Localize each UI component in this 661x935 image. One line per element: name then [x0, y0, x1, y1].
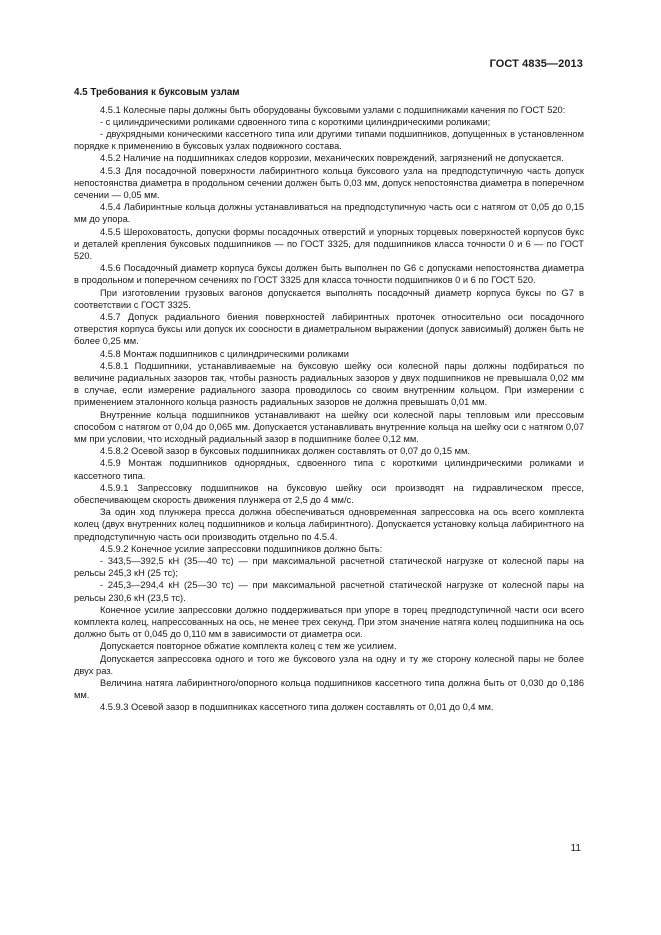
- paragraph: 4.5.3 Для посадочной поверхности лабиринтного кольца буксового узла на предподступичную часть допуск непостоянства диаметра в продольном сечении должен быть 0,03 мм, допуск непостоянства диаметра в поперечном сечении — 0,05 мм.: [74, 165, 584, 200]
- paragraph: - 343,5—392,5 кН (35—40 тс) — при максимальной расчетной статической нагрузке от колесной пары на рельсы 245,3 кН (25 тс);: [74, 556, 584, 579]
- paragraph: 4.5.8.1 Подшипники, устанавливаемые на буксовую шейку оси колесной пары должны подбираться по величине радиальных зазоров так, чтобы разность радиальных зазоров у двух подшипников не превышала 0,02 мм в случае, если измерение радиального зазора проводилось со своим внутренним кольцом. При измерении с применением эталонного кольца разность радиальных зазоров не должна превышать 0,01 мм.: [74, 360, 584, 408]
- paragraph: - двухрядными коническими кассетного типа или другими типами подшипников, допущенных в установленном порядке к применению в буксовых узлах подвижного состава.: [74, 128, 584, 152]
- paragraph-list: [74, 104, 584, 714]
- paragraph: - с цилиндрическими роликами сдвоенного типа с короткими цилиндрическими роликами;: [100, 116, 491, 127]
- paragraph: 4.5.4 Лабиринтные кольца должны устанавливаться на предподступичную часть оси с натягом от 0,05 до 0,15 мм до упора.: [74, 202, 584, 225]
- document-header: ГОСТ 4835—2013: [489, 58, 583, 70]
- paragraph: 4.5.1 Колесные пары должны быть оборудованы буксовыми узлами с подшипниками качения по ГОСТ 520:: [100, 104, 566, 115]
- paragraph: При изготовлении грузовых вагонов допускается выполнять посадочный диаметр корпуса буксы по G7 в соответствии с ГОСТ 3325.: [74, 287, 584, 310]
- paragraph: За один ход плунжера пресса должна обеспечиваться одновременная запрессовка на ось всего комплекта колец (двух внутренних колец подшипников и кольца лабиринтного). Допускается установку кольца лабиринтного на предподступичную часть оси производить отдельно по 4.5.4.: [74, 507, 584, 542]
- paragraph: 4.5.9 Монтаж подшипников однорядных, сдвоенного типа с короткими цилиндрическими роликами и кассетного типа.: [74, 458, 584, 481]
- paragraph: Допускается повторное обжатие комплекта колец с тем же усилием.: [100, 641, 397, 652]
- paragraph: 4.5.8 Монтаж подшипников с цилиндрическими роликами: [100, 348, 350, 359]
- paragraph: Допускается запрессовка одного и того же буксового узла на одну и ту же сторону колесной пары не более двух раз.: [74, 653, 584, 676]
- paragraph: - 245,3—294,4 кН (25—30 тс) — при максимальной расчетной статической нагрузке от колесной пары на рельсы 230,6 кН (23,5 тс).: [74, 580, 584, 603]
- section-title: 4.5 Требования к буксовым узлам: [74, 87, 240, 98]
- paragraph: 4.5.6 Посадочный диаметр корпуса буксы должен быть выполнен по G6 с допусками непостоянства диаметра в продольном и поперечном сечениях по ГОСТ 3325 для класса точности подшипников 0 и 6 по ГОСТ 520.: [74, 263, 584, 286]
- paragraph: 4.5.8.2 Осевой зазор в буксовых подшипниках должен составлять от 0,07 до 0,15 мм.: [100, 446, 471, 457]
- paragraph: 4.5.9.3 Осевой зазор в подшипниках кассетного типа должен составлять от 0,01 до 0,4 мм.: [100, 702, 494, 713]
- paragraph: Величина натяга лабиринтного/опорного кольца подшипников кассетного типа должна быть от 0,030 до 0,186 мм.: [74, 678, 584, 701]
- page-number: 11: [570, 843, 581, 854]
- paragraph: 4.5.7 Допуск радиального биения поверхностей лабиринтных проточек относительно оси посадочного отверстия корпуса буксы или допуск их соосности в диаметральном выражении (допуск зависимый) должен быть не более 0,25 мм.: [74, 311, 584, 347]
- paragraph: 4.5.9.2 Конечное усилие запрессовки подшипников должно быть:: [100, 543, 383, 554]
- paragraph: Конечное усилие запрессовки должно поддерживаться при упоре в торец предподступичной части оси всего комплекта колец, напрессованных на ось, не менее трех секунд. При этом значение натяга колец подшипника на ось должно быть от 0,045 до 0,110 мм в зависимости от диаметра оси.: [74, 604, 584, 640]
- paragraph: 4.5.2 Наличие на подшипниках следов коррозии, механических повреждений, загрязнений не допускается.: [100, 153, 564, 164]
- paragraph: Внутренние кольца подшипников устанавливают на шейку оси колесной пары тепловым или прессовым способом с натягом от 0,04 до 0,065 мм. Допускается устанавливать внутренние кольца на шейку оси с натягом 0,07 мм при условии, что исходный радиальный зазор в подшипнике более 0,12 мм.: [74, 409, 584, 444]
- document-body: [74, 87, 584, 714]
- paragraph: 4.5.9.1 Запрессовку подшипников на буксовую шейку оси производят на гидравлическом прессе, обеспечивающем скорость движения плунжера от 2,5 до 4 мм/с.: [74, 482, 584, 505]
- paragraph: 4.5.5 Шероховатость, допуски формы посадочных отверстий и упорных торцевых поверхностей корпусов букс и деталей крепления буксовых подшипников — по ГОСТ 3325, для подшипников класса точности 0 и 6 — по ГОСТ 520.: [74, 226, 584, 261]
